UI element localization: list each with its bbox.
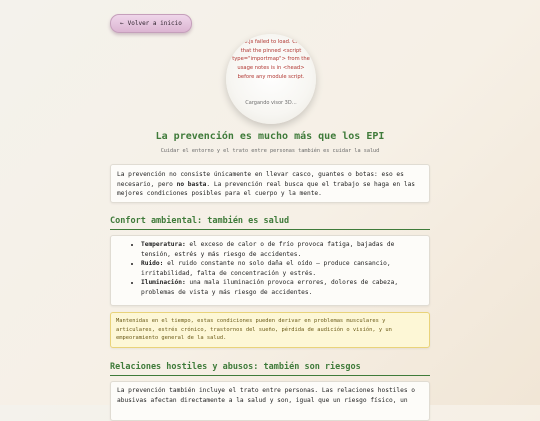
intro-card xyxy=(110,164,430,203)
arrow-left-icon: ← xyxy=(120,20,124,27)
viewer-error-message: three.js failed to load. Check that the pinned <script type="importmap"> from the usage notes is in <head> before any module script. xyxy=(232,39,310,80)
back-button-label: Volver a inicio xyxy=(127,20,182,27)
comfort-list-card xyxy=(110,235,430,306)
intro-emphasis: no basta xyxy=(176,180,207,188)
list-item-lighting: • Iluminación: una mala iluminación provoca errores, dolores de cabeza, problemas de vista y más riesgo de accidentes. xyxy=(141,278,423,297)
intro-text: La prevención no consiste únicamente en llevar casco, guantes o botas: eso es necesario, pero no basta. La prevención real busca que el trabajo se haga en las mejores condiciones posibles para el cuerpo y la mente. xyxy=(117,171,416,197)
page-subtitle: Cuidar el entorno y el trato entre personas también es cuidar la salud xyxy=(160,148,380,154)
hostile-card xyxy=(110,381,430,421)
viewer-loading-status: Cargando visor 3D… xyxy=(245,100,297,106)
section-heading-comfort: Confort ambiental: también es salud xyxy=(110,216,430,230)
warning-note xyxy=(110,312,430,348)
hostile-text: La prevención también incluye el trato entre personas. Las relaciones hostiles o abusivas afectan directamente a la salud y son, igual que un riesgo físico, un xyxy=(117,387,416,404)
list-item-temperature: • Temperatura: el exceso de calor o de frío provoca fatiga, bajadas de tensión, estrés y más riesgo de accidentes. xyxy=(141,240,423,259)
3d-viewer[interactable] xyxy=(226,34,316,124)
warning-note-text: Mantenidas en el tiempo, estas condiciones pueden derivar en problemas musculares y articulares, estrés crónico, trastornos del sueño, pérdida de audición o visión, y un empeoramiento general de la salud. xyxy=(116,318,392,342)
back-to-home-button[interactable] xyxy=(110,14,192,33)
comfort-list xyxy=(125,240,423,297)
page-title: La prevención es mucho más que los EPI xyxy=(155,131,385,142)
section-heading-hostile: Relaciones hostiles y abusos: también son riesgos xyxy=(110,362,430,376)
list-item-noise: • Ruido: el ruido constante no solo daña el oído — produce cansancio, irritabilidad, falta de concentración y estrés. xyxy=(141,259,423,278)
